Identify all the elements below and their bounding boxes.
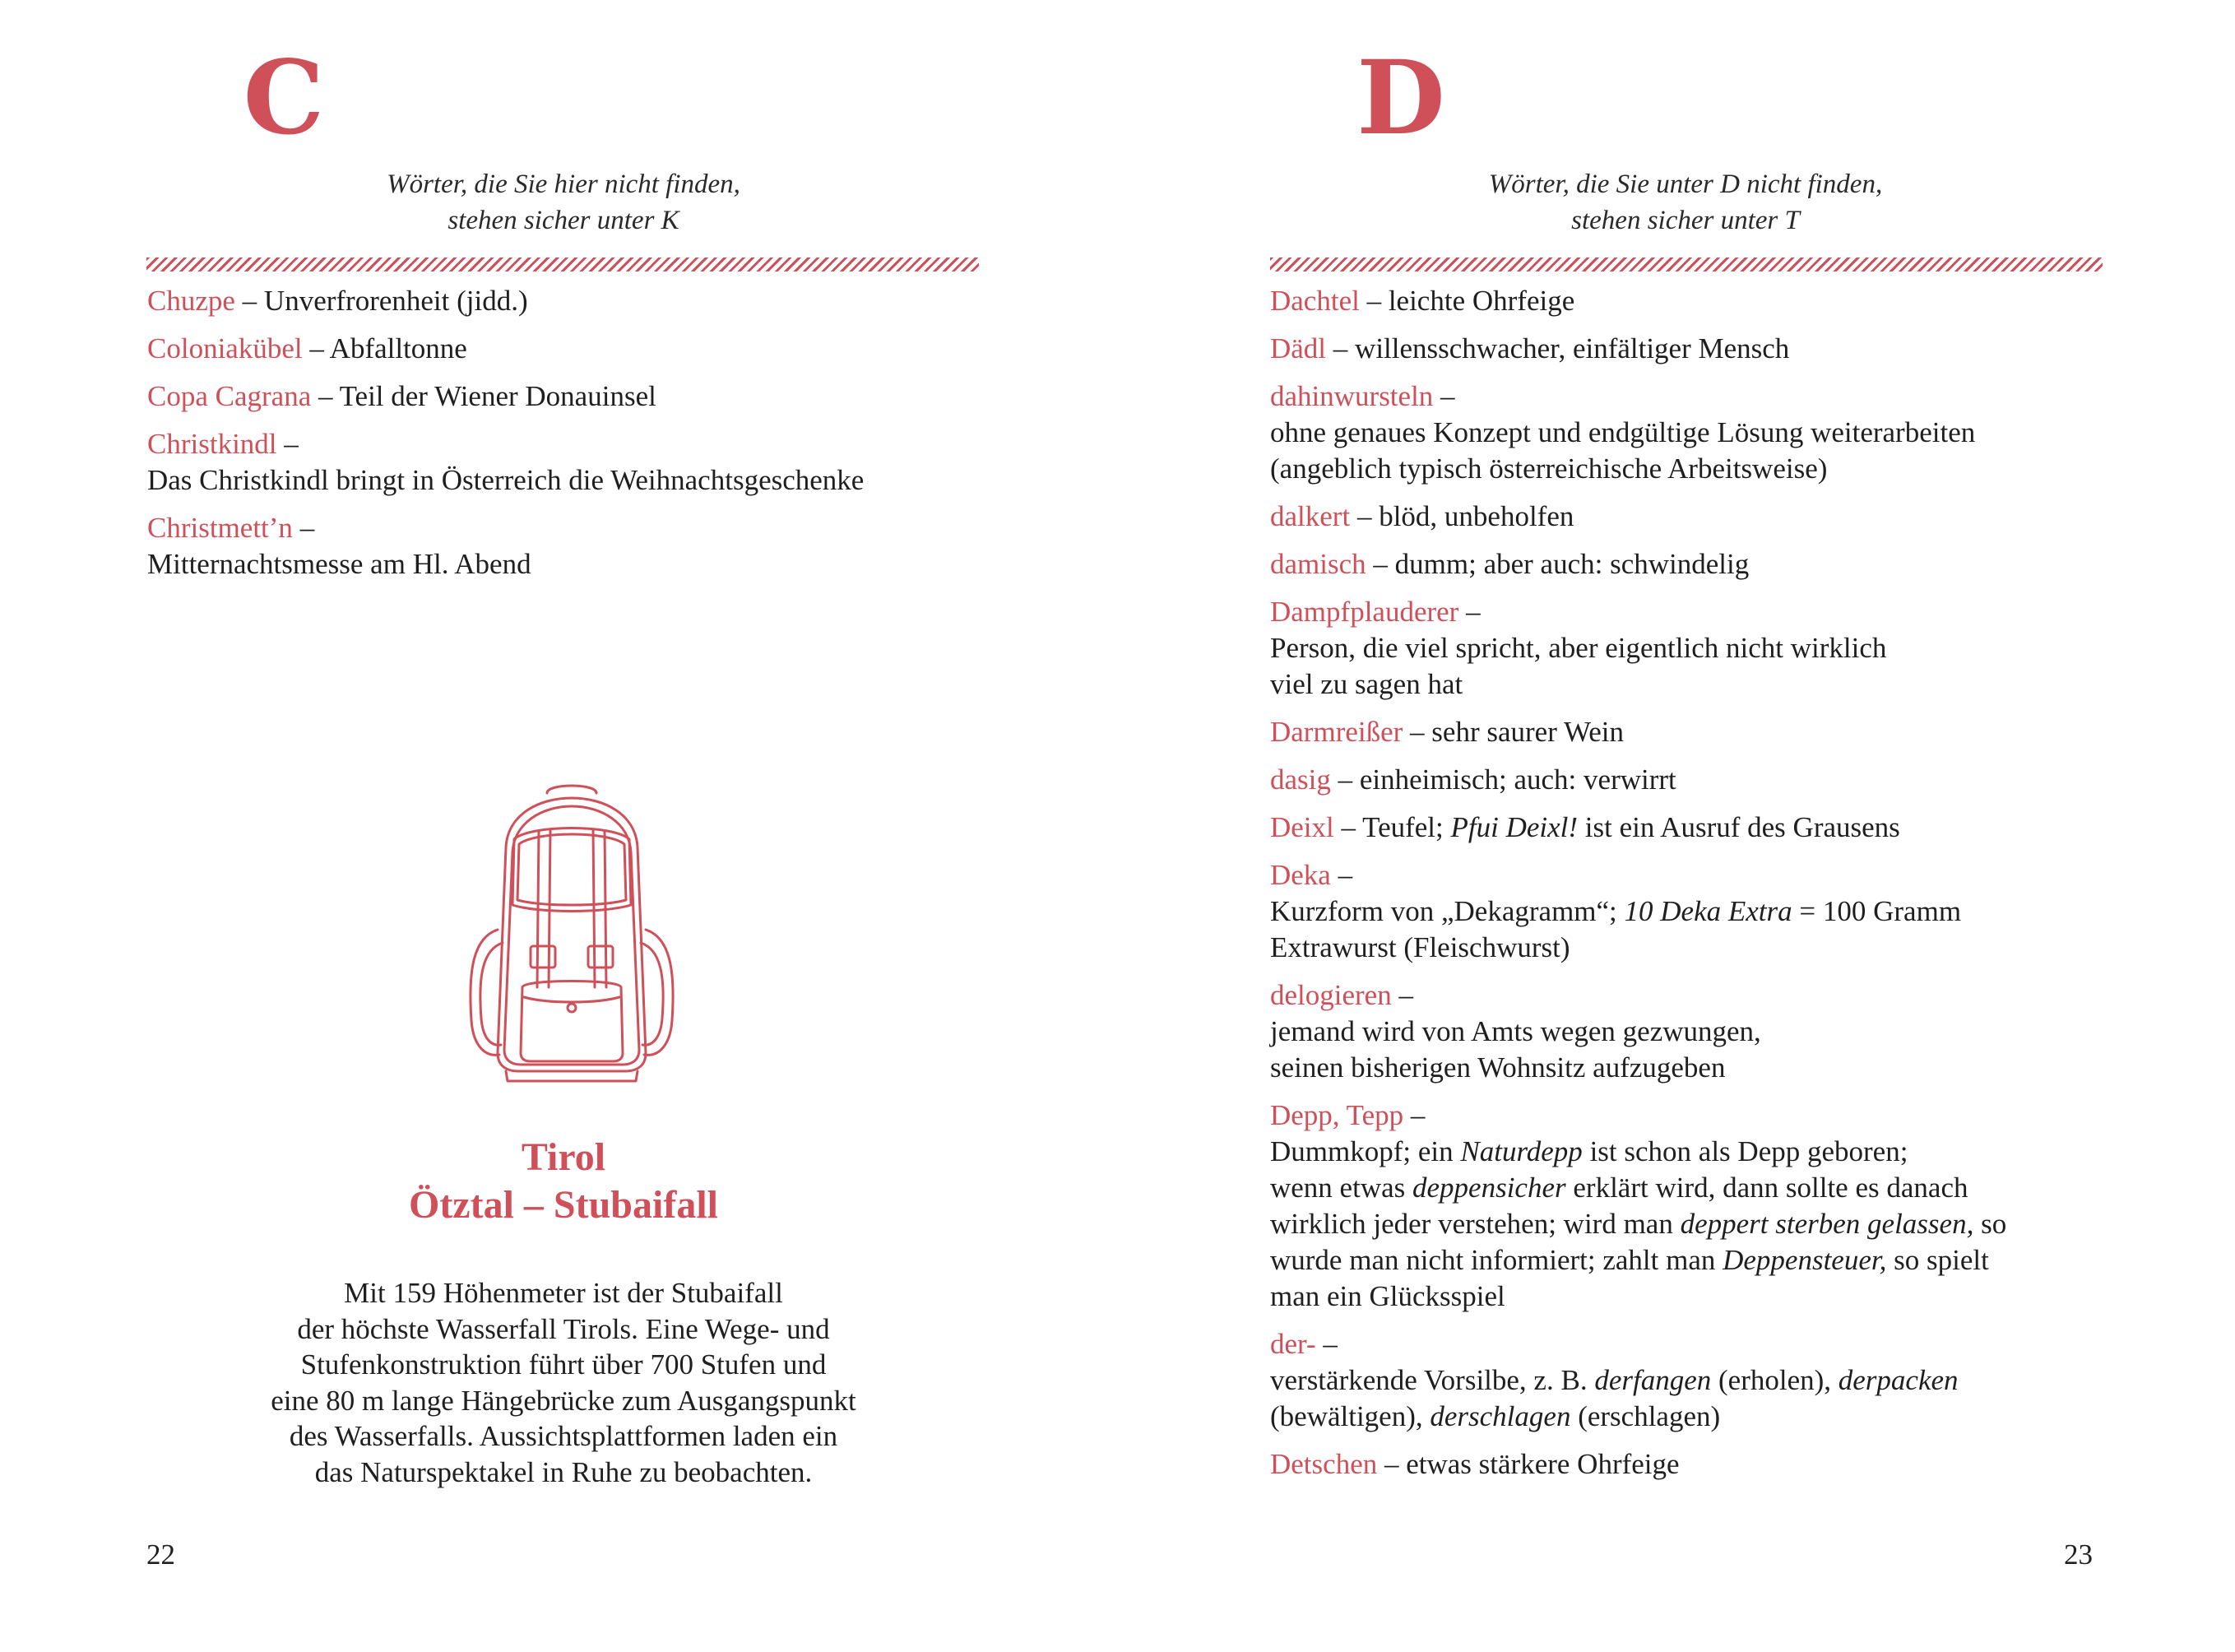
entry-term: Depp, Tepp	[1270, 1099, 1404, 1131]
hatched-divider	[146, 258, 979, 271]
entry-emphasis: 10 Deka Extra	[1624, 895, 1792, 927]
section-subtitle: Wörter, die Sie unter D nicht finden, stehen sicher unter T	[1488, 169, 1883, 235]
entry-definition: – blöd, unbeholfen	[1350, 500, 1574, 532]
glossary-entry	[1270, 594, 2126, 703]
entry-definition-block: ohne genaues Konzept und endgültige Lösung weiterarbeiten (angeblich typisch österreichische Arbeitsweise)	[1270, 416, 1976, 485]
entry-emphasis: derschlagen	[1430, 1400, 1571, 1432]
entry-term: Detschen	[1270, 1448, 1378, 1480]
entry-text: so spielt man ein Glücksspiel	[1270, 1244, 1989, 1312]
entry-term: delogieren	[1270, 979, 1392, 1011]
entry-text: ist schon als Depp geboren; wenn etwas	[1270, 1135, 1908, 1204]
glossary-entry	[147, 378, 986, 415]
entry-term: Darmreißer	[1270, 716, 1403, 748]
entry-term: dasig	[1270, 763, 1331, 796]
glossary-entry	[1270, 714, 2126, 750]
entry-definition: –	[1391, 979, 1413, 1011]
entry-text: ist ein Ausruf des Grausens	[1578, 811, 1900, 843]
entry-definition: – dumm; aber auch: schwindelig	[1366, 548, 1750, 580]
page-number-right: 23	[2064, 1538, 2093, 1571]
entry-definition: –	[276, 428, 299, 460]
entry-definition: –	[1315, 1328, 1338, 1360]
entry-text: verstärkende Vorsilbe, z. B.	[1270, 1364, 1595, 1396]
entry-term: Christkindl	[147, 428, 277, 460]
entry-term: Dampfplauderer	[1270, 596, 1459, 628]
glossary-entry	[1270, 1446, 2126, 1483]
entry-emphasis: Pfui Deixl!	[1450, 811, 1579, 843]
entry-definition: – Unverfrorenheit (jidd.)	[234, 285, 528, 317]
entry-term: der-	[1270, 1328, 1316, 1360]
entry-definition: – Abfalltonne	[302, 332, 467, 364]
glossary-entry	[1270, 378, 2126, 487]
entry-term: Deka	[1270, 859, 1331, 891]
entry-definition-block: Mitternachtsmesse am Hl. Abend	[147, 548, 531, 580]
region-title	[148, 1134, 979, 1229]
entry-term: Chuzpe	[147, 285, 235, 317]
entry-text: so wurde man nicht informiert; zahlt man	[1270, 1208, 2007, 1276]
entry-text: = 100 Gramm Extrawurst (Fleischwurst)	[1270, 895, 1962, 963]
entry-emphasis: Deppensteuer,	[1723, 1244, 1887, 1276]
entry-text: – Teufel;	[1333, 811, 1451, 843]
entry-term: dahinwursteln	[1270, 380, 1434, 412]
entry-text: Dummkopf; ein	[1270, 1135, 1461, 1167]
entry-text: Kurzform von „Dekagramm“;	[1270, 895, 1625, 927]
entry-definition: – willensschwacher, einfältiger Mensch	[1326, 332, 1790, 364]
glossary-entry	[1270, 1097, 2126, 1315]
entry-definition: –	[1330, 859, 1353, 891]
entry-text: (erschlagen)	[1570, 1400, 1721, 1432]
entry-emphasis: derfangen	[1594, 1364, 1712, 1396]
section-letter-d: D	[1356, 39, 1445, 158]
section-letter-c: C	[243, 39, 325, 158]
entry-definition: – einheimisch; auch: verwirrt	[1330, 763, 1676, 796]
glossary-entry	[1270, 331, 2126, 367]
entry-term: Dachtel	[1270, 285, 1360, 317]
region-description: Mit 159 Höhenmeter ist der Stubaifall der höchste Wasserfall Tirols. Eine Wege- und Stufenkonstruktion führt über 700 Stufen und eine 80 m lange Hängebrücke zum Ausgangspunkt des Wasserfalls. Aussichtsplattformen laden ein das Naturspektakel in Ruhe zu beobachten.	[271, 1277, 856, 1488]
entry-definition-block: jemand wird von Amts wegen gezwungen, seinen bisherigen Wohnsitz aufzugeben	[1270, 1015, 1761, 1084]
entry-text: (erholen),	[1711, 1364, 1839, 1396]
entry-emphasis: derpacken	[1838, 1364, 1959, 1396]
entry-emphasis: deppensicher	[1412, 1172, 1566, 1204]
entry-definition-block	[1270, 1134, 2126, 1315]
entry-text: erklärt wird, dann sollte es danach wirklich jeder verstehen; wird man	[1270, 1172, 1968, 1240]
region-title-place: Ötztal – Stubaifall	[408, 1183, 718, 1227]
entry-definition: – etwas stärkere Ohrfeige	[1377, 1448, 1680, 1480]
entry-definition: –	[1403, 1099, 1426, 1131]
entry-emphasis: deppert sterben gelassen,	[1680, 1208, 1974, 1240]
region-title-state: Tirol	[521, 1135, 606, 1179]
entry-definition: –	[292, 512, 315, 544]
hatched-divider	[1270, 258, 2103, 271]
backpack-illustration	[448, 782, 695, 1086]
glossary-entry	[1270, 762, 2126, 798]
left-page	[0, 0, 1117, 1652]
entry-definition: – sehr saurer Wein	[1403, 716, 1624, 748]
glossary-entry	[147, 283, 986, 319]
entry-definition: –	[1433, 380, 1455, 412]
glossary-entry	[1270, 499, 2126, 535]
entry-term: Copa Cagrana	[147, 380, 312, 412]
entry-term: damisch	[1270, 548, 1366, 580]
glossary-list-c	[147, 283, 986, 594]
entry-definition-block	[1270, 1362, 2126, 1435]
entry-term: Dädl	[1270, 332, 1327, 364]
entry-definition-block: Person, die viel spricht, aber eigentlich nicht wirklich viel zu sagen hat	[1270, 632, 1887, 700]
glossary-entry	[1270, 546, 2126, 582]
glossary-entry	[1270, 283, 2126, 319]
glossary-entry	[1270, 1326, 2126, 1435]
entry-definition-block	[1270, 893, 2126, 966]
section-subtitle: Wörter, die Sie hier nicht finden, stehen sicher unter K	[387, 169, 740, 235]
page-number-left: 22	[146, 1538, 175, 1571]
entry-text: (bewältigen),	[1270, 1400, 1430, 1432]
entry-definition: – Teil der Wiener Donauinsel	[311, 380, 656, 412]
glossary-entry	[147, 510, 986, 582]
glossary-entry	[1270, 977, 2126, 1086]
glossary-entry	[147, 426, 986, 499]
entry-definition-block: Das Christkindl bringt in Österreich die Weihnachtsgeschenke	[147, 464, 865, 496]
entry-term: Coloniakübel	[147, 332, 303, 364]
entry-term: dalkert	[1270, 500, 1351, 532]
entry-emphasis: Naturdepp	[1460, 1135, 1583, 1167]
entry-term: Deixl	[1270, 811, 1334, 843]
entry-definition: – leichte Ohrfeige	[1359, 285, 1575, 317]
entry-definition	[1334, 811, 1900, 843]
right-page	[1117, 0, 2235, 1652]
glossary-list-d	[1270, 283, 2126, 1494]
glossary-entry	[147, 331, 986, 367]
entry-definition: –	[1458, 596, 1481, 628]
glossary-entry	[1270, 857, 2126, 966]
glossary-entry	[1270, 810, 2126, 846]
entry-term: Christmett’n	[147, 512, 293, 544]
